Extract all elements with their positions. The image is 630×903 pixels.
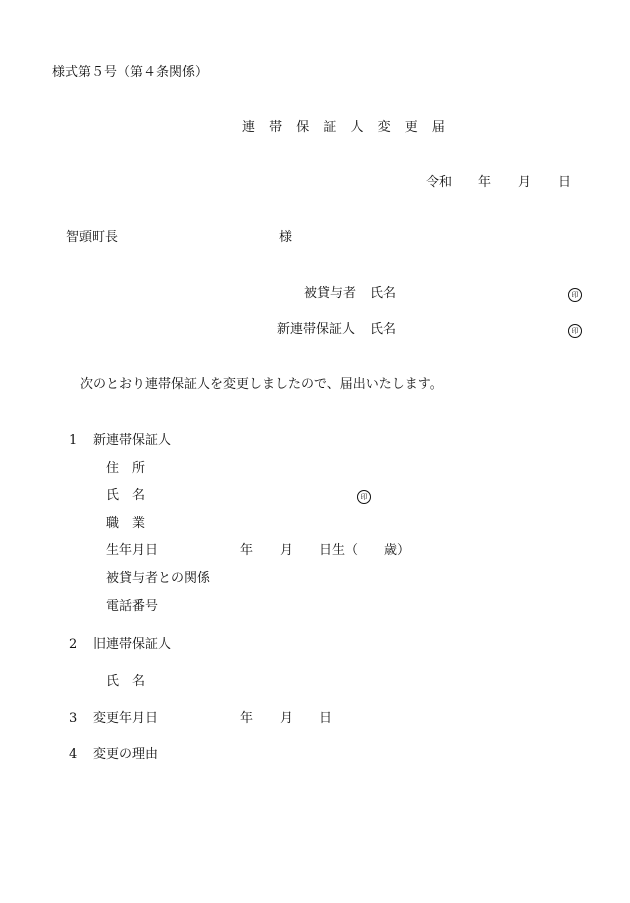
old-guarantor-name-label: 氏 名 bbox=[106, 674, 146, 689]
birth-month-unit: 月 bbox=[280, 543, 294, 558]
borrower-seal bbox=[568, 287, 582, 302]
guarantor-seal bbox=[357, 489, 371, 504]
new-guarantor-label: 新連帯保証人 bbox=[277, 322, 356, 337]
section-2-number: 2 bbox=[69, 637, 78, 652]
section-1-number: 1 bbox=[69, 433, 78, 448]
change-year-unit: 年 bbox=[240, 711, 254, 726]
birth-year-unit: 年 bbox=[240, 543, 254, 558]
section-3-title: 変更年月日 bbox=[93, 711, 159, 726]
change-day-unit: 日 bbox=[319, 711, 333, 726]
section-1-title: 新連帯保証人 bbox=[93, 433, 172, 448]
section-4-number: 4 bbox=[69, 747, 78, 762]
document-title: 連 帯 保 証 人 変 更 届 bbox=[242, 120, 450, 135]
change-month-unit: 月 bbox=[280, 711, 294, 726]
addressee-name: 智頭町長 bbox=[66, 230, 119, 245]
phone-label: 電話番号 bbox=[106, 599, 159, 614]
seal-icon: 印 bbox=[357, 490, 371, 504]
section-3-number: 3 bbox=[69, 711, 78, 726]
name-label: 氏 名 bbox=[106, 488, 146, 503]
date-era: 令和 bbox=[426, 175, 453, 190]
new-guarantor-name-label: 氏名 bbox=[370, 322, 397, 337]
age-suffix: 歳） bbox=[384, 543, 411, 558]
date-day-unit: 日 bbox=[558, 175, 572, 190]
date-month-unit: 月 bbox=[518, 175, 532, 190]
seal-icon: 印 bbox=[568, 288, 582, 302]
seal-icon: 印 bbox=[568, 324, 582, 338]
new-guarantor-seal bbox=[568, 323, 582, 338]
birth-day-unit: 日生（ bbox=[319, 543, 359, 558]
form-number: 様式第５号（第４条関係） bbox=[52, 65, 209, 80]
occupation-label: 職 業 bbox=[106, 516, 146, 531]
intro-text: 次のとおり連帯保証人を変更しましたので、届出いたします。 bbox=[80, 377, 443, 392]
relation-label: 被貸与者との関係 bbox=[106, 571, 211, 586]
borrower-name-label: 氏名 bbox=[370, 286, 397, 301]
section-2-title: 旧連帯保証人 bbox=[93, 637, 172, 652]
address-label: 住 所 bbox=[106, 461, 146, 476]
birthdate-label: 生年月日 bbox=[106, 543, 159, 558]
addressee-honorific: 様 bbox=[279, 230, 293, 245]
borrower-label: 被貸与者 bbox=[304, 286, 357, 301]
date-year-unit: 年 bbox=[478, 175, 492, 190]
section-4-title: 変更の理由 bbox=[93, 747, 159, 762]
